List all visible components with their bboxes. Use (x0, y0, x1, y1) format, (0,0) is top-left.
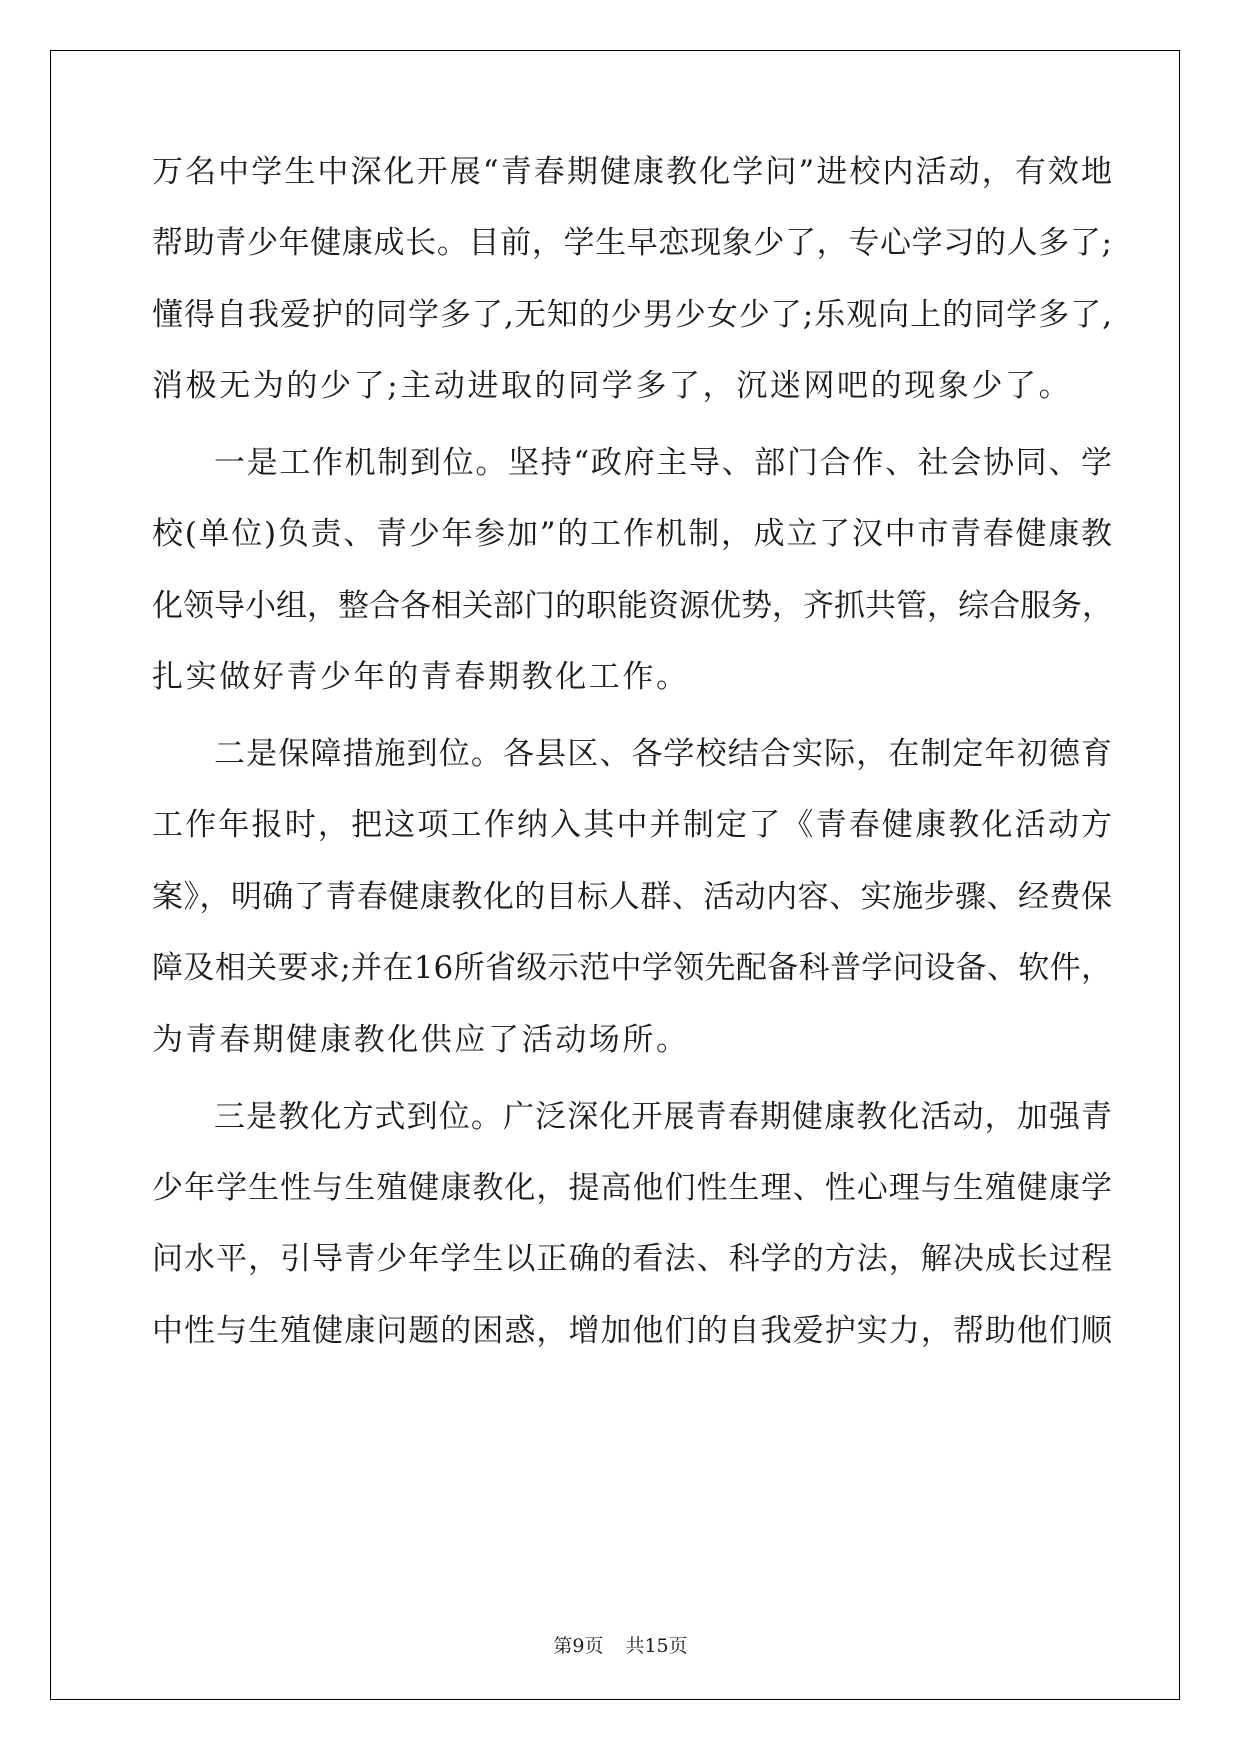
text-line: 万名中学生中深化开展“青春期健康教化学问”进校内活动，有效地 (152, 154, 1112, 190)
page-number: 第9页 (553, 1635, 604, 1657)
text-line: 中性与生殖健康问题的困惑，增加他们的自我爱护实力，帮助他们顺 (152, 1313, 1112, 1349)
text-line: 帮助青少年健康成长。目前，学生早恋现象少了，专心学习的人多了; (152, 225, 1112, 261)
text-line: 为青春期健康教化供应了活动场所。 (152, 1022, 690, 1058)
text-line: 消极无为的少了;主动进取的同学多了，沉迷网吧的现象少了。 (152, 368, 1073, 404)
paragraph-first-line: 三是教化方式到位。广泛深化开展青春期健康教化活动，加强青 (214, 1099, 1112, 1135)
text-line: 化领导小组，整合各相关部门的职能资源优势，齐抓共管，综合服务， (152, 588, 1113, 624)
paragraph-first-line: 二是保障措施到位。各县区、各学校结合实际，在制定年初德育 (214, 736, 1112, 772)
text-line: 工作年报时，把这项工作纳入其中并制定了《青春健康教化活动方 (152, 807, 1112, 843)
text-line: 扎实做好青少年的青春期教化工作。 (152, 659, 690, 695)
page-total: 共15页 (625, 1635, 688, 1657)
text-line: 校(单位)负责、青少年参加”的工作机制，成立了汉中市青春健康教 (152, 516, 1112, 552)
text-line: 懂得自我爱护的同学多了,无知的少男少女少了;乐观向上的同学多了, (152, 297, 1112, 333)
text-line: 案》，明确了青春健康教化的目标人群、活动内容、实施步骤、经费保 (152, 879, 1112, 915)
text-line: 问水平，引导青少年学生以正确的看法、科学的方法，解决成长过程 (152, 1241, 1112, 1277)
text-line: 障及相关要求;并在16所省级示范中学领先配备科普学问设备、软件， (152, 950, 1112, 986)
text-line: 少年学生性与生殖健康教化，提高他们性生理、性心理与生殖健康学 (152, 1170, 1112, 1206)
paragraph-first-line: 一是工作机制到位。坚持“政府主导、部门合作、社会协同、学 (214, 445, 1112, 481)
page-footer (0, 1634, 1241, 1658)
